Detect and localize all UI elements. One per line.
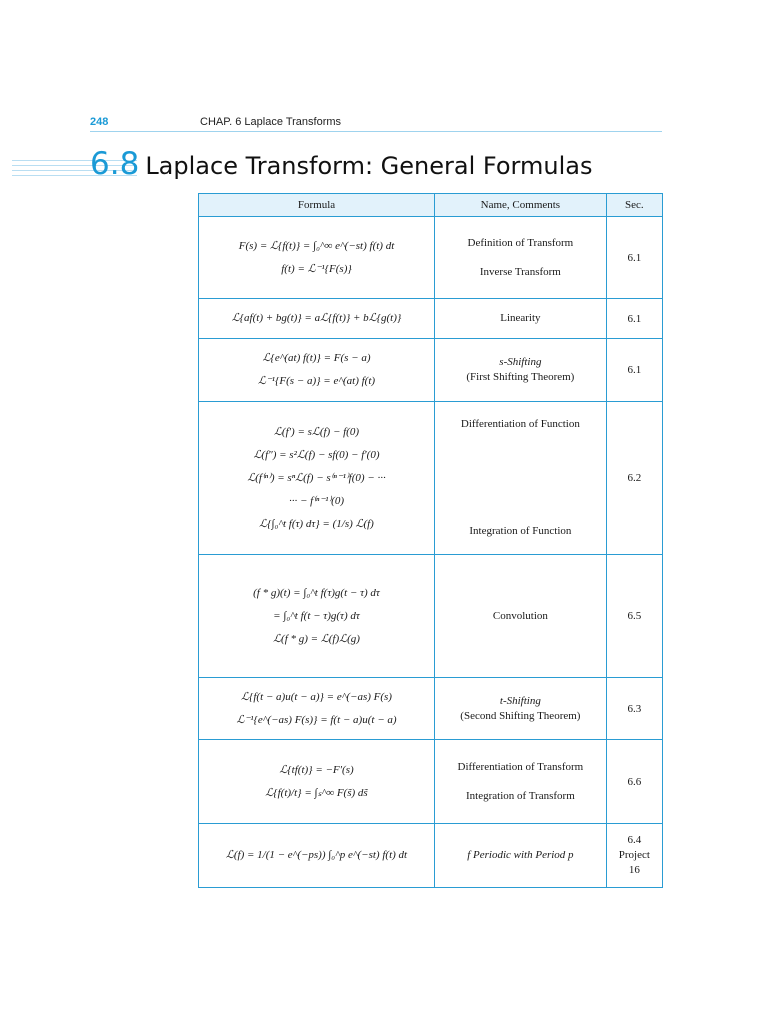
section-title <box>90 146 592 182</box>
sec-line: 16 <box>628 864 640 876</box>
sec-cell: 6.5 <box>606 555 662 678</box>
formula-cell <box>199 740 435 824</box>
formula-line: ℒ{af(t) + bg(t)} = aℒ{f(t)} + bℒ{g(t)} <box>231 312 402 324</box>
formula-line: ℒ(f″) = s²ℒ(f) − sf(0) − f′(0) <box>253 448 380 461</box>
name-cell <box>435 402 607 555</box>
table-row <box>199 740 663 824</box>
formula-line: ℒ{∫₀^t f(τ) dτ} = (1/s) ℒ(f) <box>259 517 374 530</box>
header-formula: Formula <box>199 194 435 217</box>
name-cell <box>435 339 607 402</box>
name-line: f Periodic with Period p <box>467 849 574 861</box>
name-cell <box>435 555 607 678</box>
formula-line: ··· − f⁽ⁿ⁻¹⁾(0) <box>288 494 345 507</box>
formula-line: ℒ(f) = 1/(1 − e^(−ps)) ∫₀^p e^(−st) f(t) dt <box>225 849 408 861</box>
section-heading: Laplace Transform: General Formulas <box>145 152 593 180</box>
name-line: Inverse Transform <box>479 265 561 278</box>
formula-cell <box>199 824 435 888</box>
header-sec: Sec. <box>606 194 662 217</box>
table-row <box>199 299 663 339</box>
section-number: 6.8 <box>90 146 140 182</box>
name-line: t-Shifting <box>499 694 541 707</box>
header-name: Name, Comments <box>435 194 607 217</box>
sec-cell: 6.1 <box>606 339 662 402</box>
formula-line: f(t) = ℒ⁻¹{F(s)} <box>281 262 352 275</box>
name-cell <box>435 217 607 299</box>
page-number: 248 <box>90 116 109 128</box>
table-row <box>199 555 663 678</box>
table-row <box>199 678 663 740</box>
header-rule <box>90 131 662 132</box>
sec-cell <box>606 824 662 888</box>
sec-cell: 6.3 <box>606 678 662 740</box>
chapter-label: CHAP. 6 Laplace Transforms <box>200 116 342 128</box>
name-line: Definition of Transform <box>467 236 574 249</box>
formula-cell <box>199 402 435 555</box>
name-line: Convolution <box>492 609 548 622</box>
formula-line: ℒ(f′) = sℒ(f) − f(0) <box>273 425 360 438</box>
name-line: Differentiation of Function <box>460 418 580 430</box>
sec-line: Project <box>618 849 650 861</box>
name-line: Differentiation of Transform <box>457 760 584 773</box>
formula-cell <box>199 217 435 299</box>
sec-line: 6.4 <box>627 834 642 846</box>
table-row <box>199 217 663 299</box>
formula-table <box>198 193 663 888</box>
name-cell <box>435 824 607 888</box>
name-cell <box>435 740 607 824</box>
formula-line: ℒ⁻¹{e^(−as) F(s)} = f(t − a)u(t − a) <box>236 713 397 726</box>
name-cell <box>435 299 607 339</box>
formula-line: ℒ{tf(t)} = −F′(s) <box>279 763 354 776</box>
sec-cell: 6.1 <box>606 217 662 299</box>
formula-line: ℒ(f * g) = ℒ(f)ℒ(g) <box>273 632 360 645</box>
name-line: s-Shifting <box>499 356 542 368</box>
formula-line: ℒ{f(t)/t} = ∫ₛ^∞ F(s̃) ds̃ <box>265 786 368 799</box>
formula-line: (f * g)(t) = ∫₀^t f(τ)g(t − τ) dτ <box>253 586 380 599</box>
name-line: Linearity <box>500 312 541 324</box>
table-header-row <box>199 194 663 217</box>
name-line: (First Shifting Theorem) <box>466 371 575 383</box>
formula-line: F(s) = ℒ{f(t)} = ∫₀^∞ e^(−st) f(t) dt <box>238 239 395 252</box>
formula-cell <box>199 299 435 339</box>
sec-cell: 6.1 <box>606 299 662 339</box>
table-row <box>199 339 663 402</box>
table-row <box>199 824 663 888</box>
formula-line: ℒ{f(t − a)u(t − a)} = e^(−as) F(s) <box>241 690 392 703</box>
formula-line: ℒ{e^(at) f(t)} = F(s − a) <box>262 352 371 364</box>
name-line: Integration of Function <box>469 525 572 537</box>
formula-cell <box>199 339 435 402</box>
formula-line: ℒ⁻¹{F(s − a)} = e^(at) f(t) <box>257 375 376 387</box>
table-row <box>199 402 663 555</box>
formula-line: ℒ(f⁽ⁿ⁾) = sⁿℒ(f) − s⁽ⁿ⁻¹⁾f(0) − ··· <box>247 471 386 484</box>
sec-cell: 6.2 <box>606 402 662 555</box>
name-line: Integration of Transform <box>466 789 575 802</box>
formula-cell <box>199 678 435 740</box>
name-cell <box>435 678 607 740</box>
name-line: (Second Shifting Theorem) <box>460 709 581 722</box>
formula-line: = ∫₀^t f(t − τ)g(τ) dτ <box>273 609 360 622</box>
sec-cell: 6.6 <box>606 740 662 824</box>
formula-cell <box>199 555 435 678</box>
